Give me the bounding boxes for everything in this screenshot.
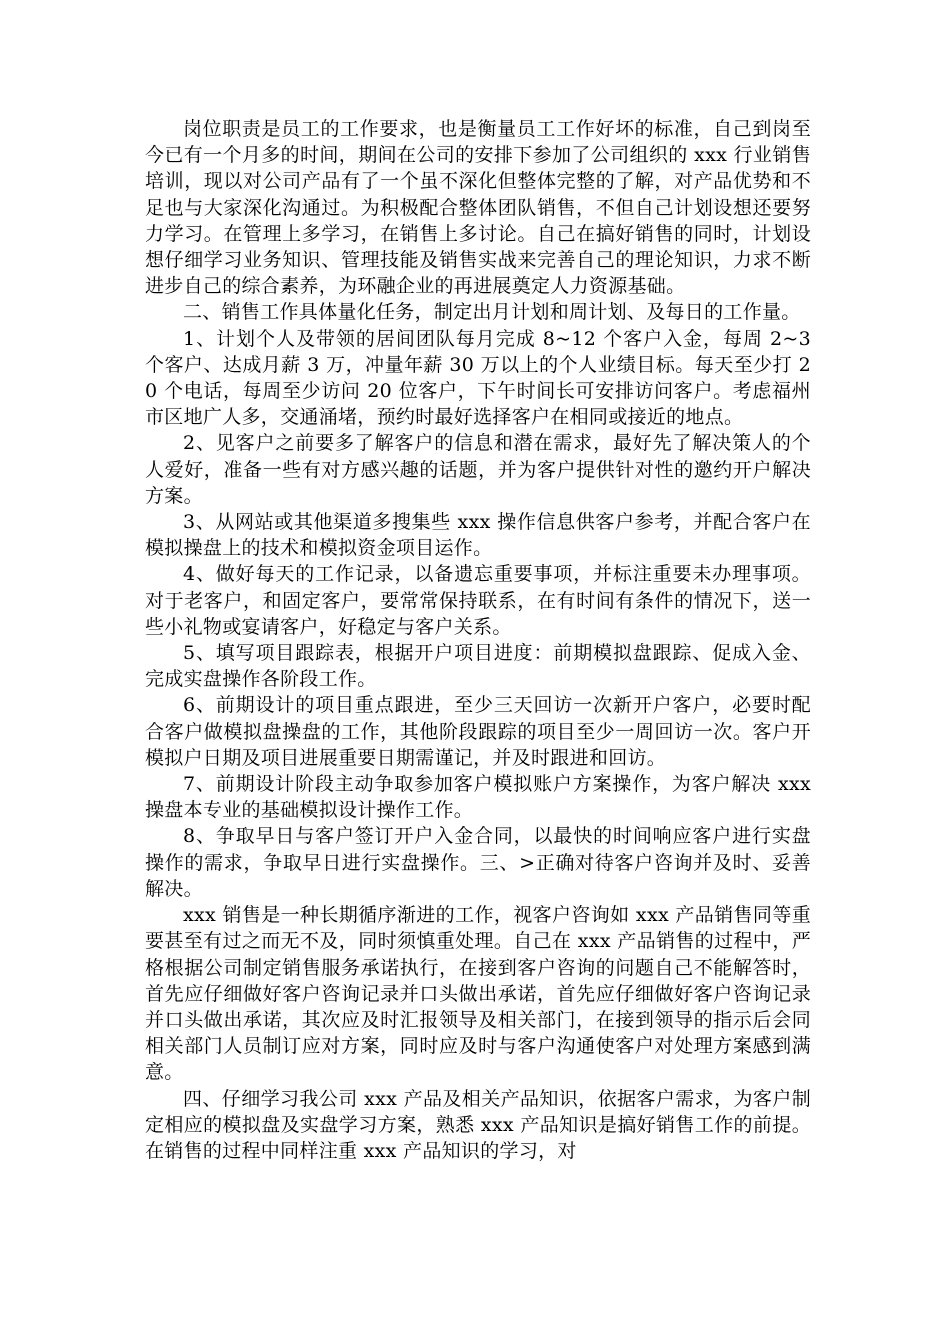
paragraph-section-four: 四、仔细学习我公司 xxx 产品及相关产品知识，依据客户需求，为客户制定相应的模拟盘及实盘学习方案，熟悉 xxx 产品知识是搞好销售工作的前提。在销售的过程中同样注重 xxx 产品知识的学习，对 xyxy=(145,1087,811,1162)
paragraph-section-two-heading: 二、销售工作具体量化任务，制定出月计划和周计划、及每日的工作量。 xyxy=(183,301,801,324)
paragraph-item-7: 7、前期设计阶段主动争取参加客户模拟账户方案操作，为客户解决 xxx 操盘本专业的基础模拟设计操作工作。 xyxy=(145,773,811,822)
paragraph-item-8: 8、争取早日与客户签订开户入金合同，以最快的时间响应客户进行实盘操作的需求，争取早日进行实盘操作。三、>正确对待客户咨询并及时、妥善解决。 xyxy=(145,825,811,900)
paragraph-item-1: 1、计划个人及带领的居间团队每月完成 8~12 个客户入金，每周 2~3 个客户、达成月薪 3 万，冲量年薪 30 万以上的个人业绩目标。每天至少打 20 个电话，每周至少访问 20 位客户，下午时间长可安排访问客户。考虑福州市区地广人多，交通涌堵，预约时最好选择客户在相同或接近的地点。 xyxy=(145,327,811,429)
paragraph-item-3: 3、从网站或其他渠道多搜集些 xxx 操作信息供客户参考，并配合客户在模拟操盘上的技术和模拟资金项目运作。 xyxy=(145,511,811,560)
paragraph-item-2: 2、见客户之前要多了解客户的信息和潜在需求，最好先了解决策人的个人爱好，准备一些有对方感兴趣的话题，并为客户提供针对性的邀约开户解决方案。 xyxy=(145,432,811,507)
paragraph-item-4: 4、做好每天的工作记录，以备遗忘重要事项，并标注重要未办理事项。对于老客户，和固定客户，要常常保持联系，在有时间有条件的情况下，送一些小礼物或宴请客户，好稳定与客户关系。 xyxy=(145,563,811,638)
paragraph-item-5: 5、填写项目跟踪表，根据开户项目进度：前期模拟盘跟踪、促成入金、完成实盘操作各阶段工作。 xyxy=(145,642,811,691)
paragraph-intro: 岗位职责是员工的工作要求，也是衡量员工工作好坏的标准，自己到岗至今已有一个月多的时间，期间在公司的安排下参加了公司组织的 xxx 行业销售培训，现以对公司产品有了一个虽不深化但整体完整的了解，对产品优势和不足也与大家深化沟通过。为积极配合整体团队销售，不但自己计划设想还要努力学习。在管理上多学习，在销售上多讨论。自己在搞好销售的同时，计划设想仔细学习业务知识、管理技能及销售实战来完善自己的理论知识，力求不断进步自己的综合素养，为环融企业的再进展奠定人力资源基础。 xyxy=(145,118,811,298)
paragraph-consultation: xxx 销售是一种长期循序渐进的工作，视客户咨询如 xxx 产品销售同等重要甚至有过之而无不及，同时须慎重处理。自己在 xxx 产品销售的过程中，严格根据公司制定销售服务承诺执行，在接到客户咨询的问题自己不能解答时，首先应仔细做好客户咨询记录并口头做出承诺，首先应仔细做好客户咨询记录并口头做出承诺，其次应及时汇报领导及相关部门，在接到领导的指示后会同相关部门人员制订应对方案，同时应及时与客户沟通使客户对处理方案感到满意。 xyxy=(145,904,811,1084)
paragraph-item-6: 6、前期设计的项目重点跟进，至少三天回访一次新开户客户，必要时配合客户做模拟盘操盘的工作，其他阶段跟踪的项目至少一周回访一次。客户开模拟户日期及项目进展重要日期需谨记，并及时跟进和回访。 xyxy=(145,694,811,769)
document-page xyxy=(145,116,811,1164)
